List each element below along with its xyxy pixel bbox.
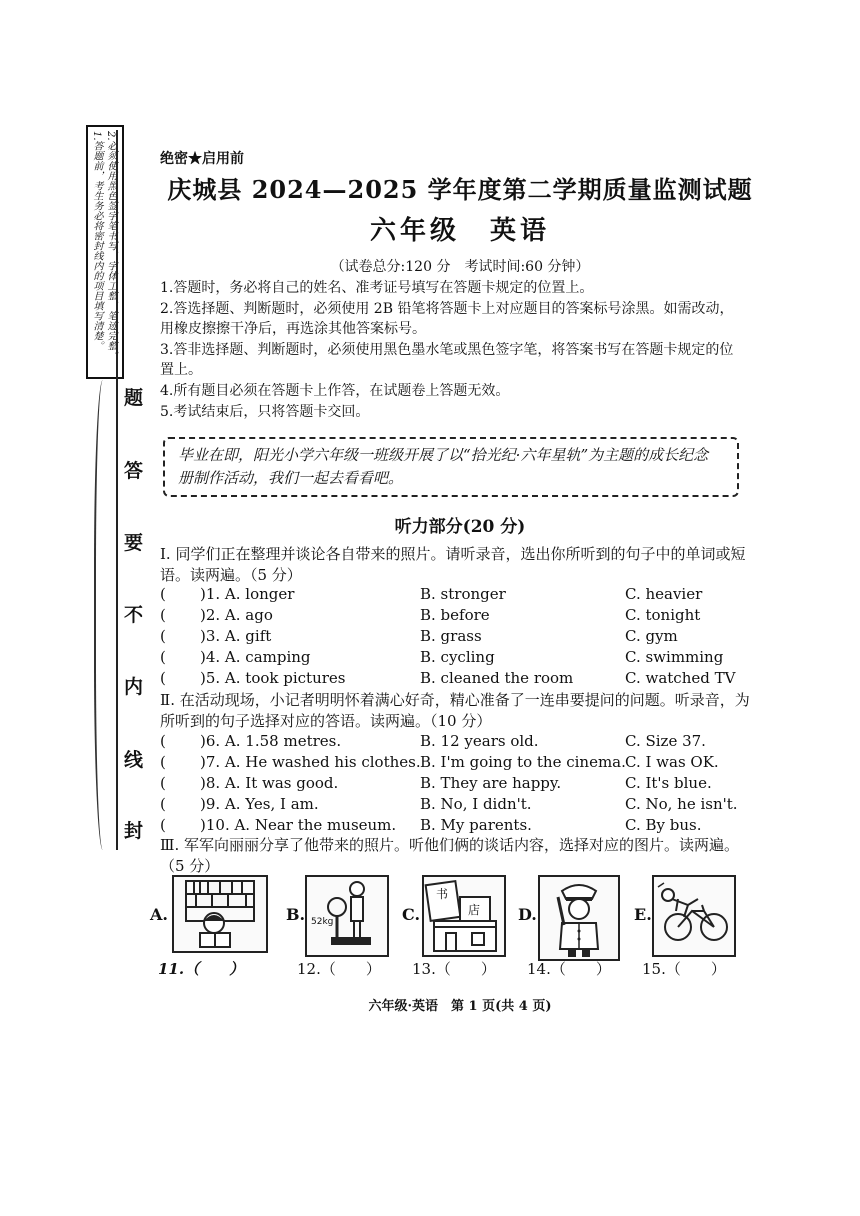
seal-char: 线 <box>124 749 144 771</box>
option-b: B. cleaned the room <box>420 669 574 687</box>
option-c: C. watched TV <box>625 669 736 687</box>
rule-2: 2.答选择题、判断题时，必须使用 2B 铅笔将答题卡上对应题目的答案标号涂黑。如需改动，用橡皮擦擦干净后，再选涂其他答案标号。 <box>160 301 734 337</box>
question-row <box>160 627 760 648</box>
option-b: B. I'm going to the cinema. <box>420 753 626 771</box>
seal-char: 题 <box>124 387 144 409</box>
option-c: C. By bus. <box>625 816 702 834</box>
answer-blank-15[interactable]: 15.（ ） <box>642 960 726 978</box>
option-b: B. They are happy. <box>420 774 562 792</box>
notice-line-2: 2.必须使用黑色签字笔书写，字体工整，笔迹完整。 <box>105 131 116 361</box>
question-row <box>160 669 760 690</box>
seal-char: 封 <box>124 820 144 842</box>
exam-subject: 六年级 英语 <box>369 216 550 246</box>
answer-blank-12[interactable]: 12.（ ） <box>297 960 381 978</box>
part1-instruction: Ⅰ. 同学们正在整理并谈论各自带来的照片。请听录音，选出你所听到的句子中的单词或短语。读两遍。（5 分） <box>160 545 746 584</box>
option-b: B. cycling <box>420 648 495 666</box>
falling-off-bike-icon <box>652 875 736 957</box>
shop-sign-char: 店 <box>468 903 481 917</box>
option-c: C. I was OK. <box>625 753 719 771</box>
option-b: B. My parents. <box>420 816 532 834</box>
seal-char: 答 <box>124 460 144 482</box>
picture-letter: E. <box>634 905 652 924</box>
intro-text: 毕业在即，阳光小学六年级一班级开展了以“拾光纪·六年星轨”为主题的成长纪念册制作活动，我们一起去看看吧。 <box>178 446 709 487</box>
answer-paren[interactable]: ( <box>160 585 166 603</box>
option-b: B. 12 years old. <box>420 732 539 750</box>
answer-paren[interactable]: ( <box>160 774 166 792</box>
answer-blank-14[interactable]: 14.（ ） <box>527 960 611 978</box>
rule-4: 4.所有题目必须在答题卡上作答，在试题卷上答题无效。 <box>160 383 510 399</box>
rule-3: 3.答非选择题、判断题时，必须使用黑色墨水笔或黑色签字笔，将答案书写在答题卡规定的位置上。 <box>160 342 734 378</box>
answer-paren[interactable]: ( <box>160 753 166 771</box>
question-row <box>160 606 760 627</box>
seal-line <box>116 130 118 850</box>
option-c: C. Size 37. <box>625 732 706 750</box>
option-a: )9. A. Yes, I am. <box>200 795 319 813</box>
question-row <box>160 753 760 774</box>
option-c: C. gym <box>625 627 678 645</box>
picture-letter: C. <box>402 905 421 924</box>
seal-char: 不 <box>124 604 144 626</box>
exam-title: 庆城县 2024—2025 学年度第二学期质量监测试题 <box>167 175 753 204</box>
answer-paren[interactable]: ( <box>160 795 166 813</box>
option-b: B. before <box>420 606 490 624</box>
answer-blank-13[interactable]: 13.（ ） <box>412 960 496 978</box>
option-b: B. stronger <box>420 585 506 603</box>
shop-sign-char: 书 <box>436 887 449 901</box>
scale-reading: 52kg <box>311 917 334 927</box>
question-row <box>160 795 760 816</box>
question-row <box>160 648 760 669</box>
answer-paren[interactable]: ( <box>160 669 166 687</box>
option-a: )2. A. ago <box>200 606 273 624</box>
picture-letter: B. <box>286 905 306 924</box>
notice-line-1: 1.答题前，考生务必将密封线内的项目填写清楚。 <box>91 131 102 351</box>
option-a: )8. A. It was good. <box>200 774 339 792</box>
picture-letter: D. <box>518 905 537 924</box>
part3-instruction: Ⅲ. 军军向丽丽分享了他带来的照片。听他们俩的谈话内容，选择对应的图片。读两遍。（5 分） <box>160 836 740 875</box>
notice-box <box>86 125 124 379</box>
question-row <box>160 585 760 606</box>
option-b: B. grass <box>420 627 482 645</box>
seal-char: 内 <box>124 676 144 698</box>
option-b: B. No, I didn't. <box>420 795 532 813</box>
option-a: )4. A. camping <box>200 648 311 666</box>
option-a: )7. A. He washed his clothes. <box>200 753 421 771</box>
answer-paren[interactable]: ( <box>160 648 166 666</box>
police-officer-icon <box>538 875 620 961</box>
option-c: C. No, he isn't. <box>625 795 738 813</box>
question-row <box>160 816 760 837</box>
option-c: C. It's blue. <box>625 774 712 792</box>
section-heading: 听力部分(20 分) <box>394 517 526 537</box>
option-a: )5. A. took pictures <box>200 669 346 687</box>
question-row <box>160 774 760 795</box>
answer-paren[interactable]: ( <box>160 816 166 834</box>
rule-5: 5.考试结束后，只将答题卡交回。 <box>160 404 370 420</box>
seal-char: 要 <box>124 532 144 554</box>
option-a: )10. A. Near the museum. <box>200 816 397 834</box>
answer-paren[interactable]: ( <box>160 606 166 624</box>
bookstore-icon <box>422 875 506 957</box>
weighing-scale-icon <box>305 875 389 957</box>
answer-blank-11[interactable]: 11.（ ） <box>158 960 245 978</box>
confidential-label: 绝密★启用前 <box>160 151 244 167</box>
answer-paren[interactable]: ( <box>160 732 166 750</box>
rule-1: 1.答题时，务必将自己的姓名、准考证号填写在答题卡规定的位置上。 <box>160 280 594 296</box>
question-row <box>160 732 760 753</box>
option-a: )3. A. gift <box>200 627 272 645</box>
answer-paren[interactable]: ( <box>160 627 166 645</box>
page-footer: 六年级·英语 第 1 页(共 4 页) <box>368 999 552 1014</box>
seal-curve <box>94 380 116 850</box>
picture-letter: A. <box>150 905 168 924</box>
exam-meta: （试卷总分:120 分 考试时间:60 分钟） <box>330 259 590 275</box>
option-c: C. swimming <box>625 648 724 666</box>
option-c: C. tonight <box>625 606 701 624</box>
option-a: )1. A. longer <box>200 585 295 603</box>
reading-bookshelf-icon <box>172 875 268 953</box>
part2-instruction: Ⅱ. 在活动现场，小记者明明怀着满心好奇，精心准备了一连串要提问的问题。听录音，为所听到的句子选择对应的答语。读两遍。（10 分） <box>160 691 750 730</box>
option-a: )6. A. 1.58 metres. <box>200 732 342 750</box>
option-c: C. heavier <box>625 585 703 603</box>
